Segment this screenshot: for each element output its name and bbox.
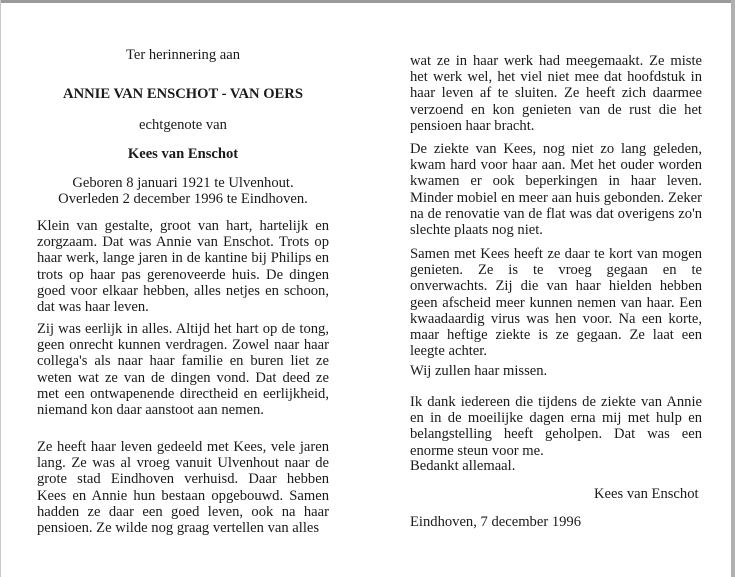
left-paragraph-1: Klein van gestalte, groot van hart, hartelijk en zorgzaam. Dat was Annie van Enschot. Trots op haar werk, lange jaren in de kantine bij Philips en trots op haar pas gerenoveerde huis. De dingen goed voor elkaar hebben, alles netjes en schoon, dat was haar leven. [37,218,329,316]
place-date: Eindhoven, 7 december 1996 [410,514,582,530]
we-will-miss-her: Wij zullen haar missen. [410,363,548,379]
right-paragraph-1: wat ze in haar werk had meegemaakt. Ze miste het werk wel, het viel niet mee dat hoofdstuk in haar leven af te sluiten. Ze heeft zich daarmee verzoend en kon genieten van de rust die het pensioen haar bracht. [410,53,702,134]
left-paragraph-3: Ze heeft haar leven gedeeld met Kees, vele jaren lang. Ze was al vroeg vanuit Ulvenhout naar de grote stad Eindhoven verhuisd. Daar hebben Kees en Annie hun bestaan opgebouwd. Samen hadden ze daar een goed leven, ook na haar pensioen. Ze wilde nog graag vertellen van alles [37,439,329,537]
right-paragraph-2: De ziekte van Kees, nog niet zo lang geleden, kwam hard voor haar aan. Met het ouder worden kwamen er ook beperkingen in haar leven. Minder mobiel en meer aan huis gebonden. Zeker na de renovatie van de flat was dat overigens zo'n slechte plaats nog niet. [410,141,702,239]
thanks-paragraph: Ik dank iedereen die tijdens de ziekte van Annie en in de moeilijke dagen erna mij met hulp en belangstelling heeft geholpen. Dat was een enorme steun voor me. [410,394,702,459]
right-paragraph-3: Samen met Kees heeft ze daar te kort van mogen genieten. Ze is te vroeg gegaan en te onverwachts. Zij die van haar hielden hebben geen afscheid meer kunnen nemen van haar. Een kwaadaardig virus was hen voor. Na een korte, maar heftige ziekte is ze gegaan. Ze laat een leegte achter. [410,246,702,360]
scan-edge-top [0,0,735,3]
in-memory-line: Ter herinnering aan [125,47,241,63]
deceased-name: ANNIE VAN ENSCHOT - VAN OERS [63,86,303,102]
left-paragraph-2: Zij was eerlijk in alles. Altijd het hart op de tong, geen onrecht kunnen verdragen. Zowel naar haar collega's als naar haar familie en buren liet ze weten wat ze van de dingen vond. Dat deed ze met een ontwapenende directheid en eerlijkheid, niemand kon daar aanstoot aan nemen. [37,321,329,419]
scan-edge-left [0,0,1,577]
birth-line: Geboren 8 januari 1921 te Ulvenhout. [72,175,294,191]
spouse-intro: echtgenote van [139,117,227,133]
spouse-name: Kees van Enschot [127,146,239,162]
scan-edge-right [731,0,735,577]
thanks-all: Bedankt allemaal. [410,458,516,474]
signature: Kees van Enschot [594,486,699,502]
death-line: Overleden 2 december 1996 te Eindhoven. [58,191,308,207]
